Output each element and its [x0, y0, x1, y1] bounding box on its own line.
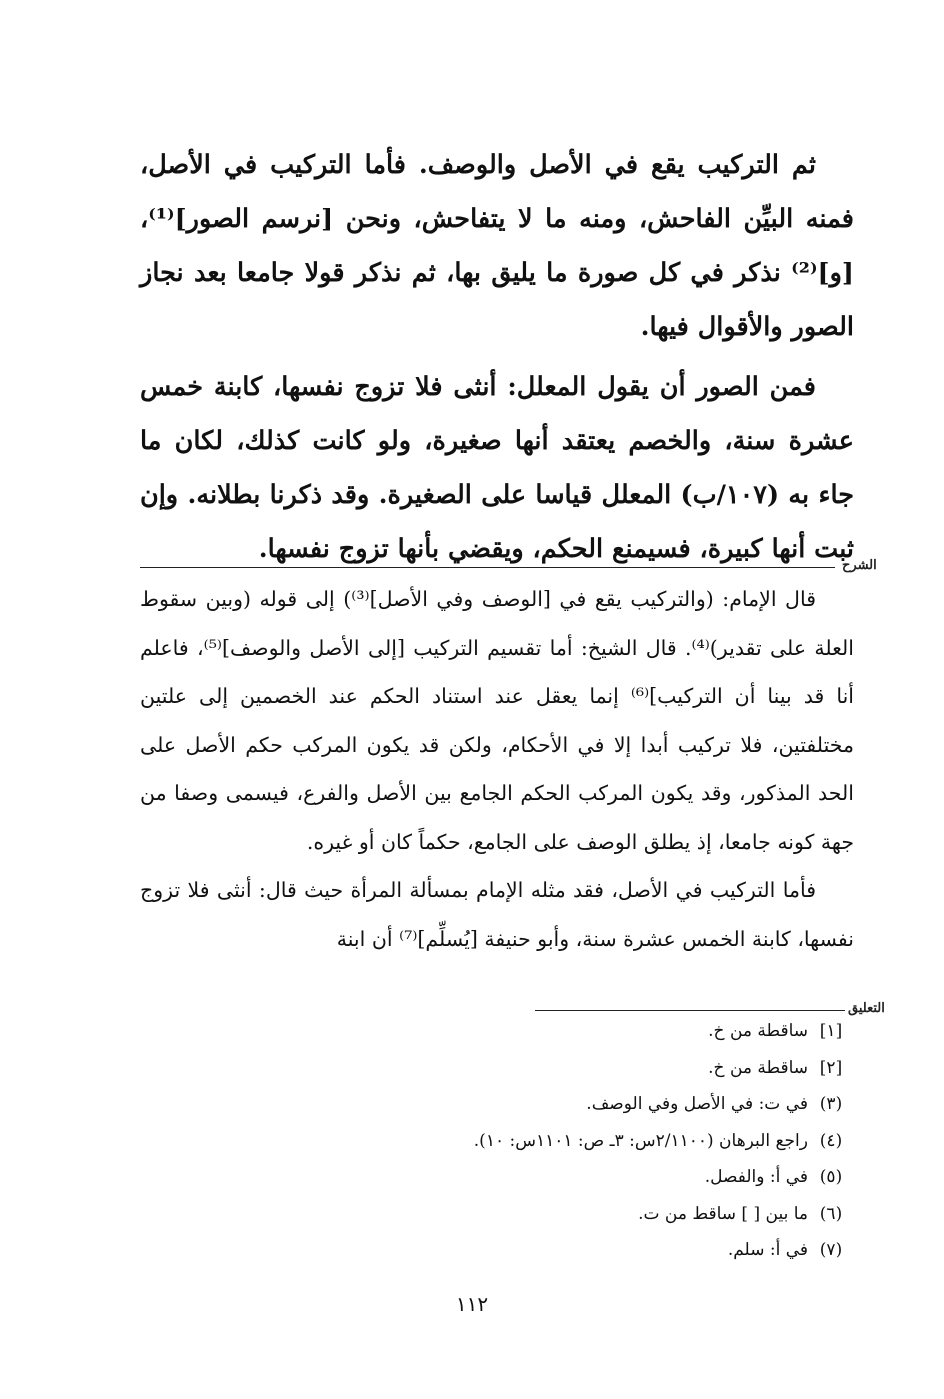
commentary-divider	[140, 567, 835, 568]
footnote	[150, 1196, 854, 1233]
main-paragraph-2: فمن الصور أن يقول المعلل: أنثى فلا تزوج نفسها، كابنة خمس عشرة سنة، والخصم يعتقد أنها صغيرة، ولو كانت كذلك، لكان ما جاء به (١٠٧/ب) المعلل قياسا على الصغيرة. وقد ذكرنا بطلانه. وإن ثبت أنها كبيرة، فسيمنع الحكم، ويقضي بأنها تزوج نفسها.	[140, 372, 854, 564]
commentary-label: الشرح	[842, 558, 877, 573]
footnote	[150, 1159, 854, 1196]
footnote	[150, 1050, 854, 1087]
footnote-text: ما بين [ ] ساقط من ت.	[638, 1203, 808, 1224]
commentary-paragraph-2: فأما التركيب في الأصل، فقد مثله الإمام بمسألة المرأة حيث قال: أنثى فلا تزوج نفسها، كابنة الخمس عشرة سنة، وأبو حنيفة [يُسلِّم]⁽⁷⁾ أن ابنة	[140, 878, 854, 951]
footnote-text: ساقطة من خ.	[708, 1057, 808, 1078]
footnote-text: في ت: في الأصل وفي الوصف.	[586, 1094, 808, 1114]
page-number: ١١٢	[455, 1292, 489, 1316]
footnote	[150, 1086, 854, 1123]
footnote-text: في أ: والفصل.	[704, 1167, 808, 1187]
commentary-paragraph-1: قال الإمام: (والتركيب يقع في [الوصف وفي الأصل]⁽³⁾) إلى قوله (وبين سقوط العلة على تقدير)⁽⁴⁾. قال الشيخ: أما تقسيم التركيب [إلى الأصل والوصف]⁽⁵⁾، فاعلم أنا قد بينا أن التركيب]⁽⁶⁾ إنما يعقل عند استناد الحكم عند الخصمين إلى علتين مختلفتين، فلا تركيب أبدا إلا في الأحكام، ولكن قد يكون المركب حكم الأصل على الحد المذكور، وقد يكون المركب الحكم الجامع بين الأصل والفرع، فيسمى وصفا من جهة كونه جامعا، إذ يطلق الوصف على الجامع، حكماً كان أو غيره.	[140, 587, 854, 854]
footnote-number: [٢]	[819, 1057, 843, 1078]
footnote	[150, 1013, 854, 1050]
main-text	[140, 138, 854, 576]
footnotes	[150, 1013, 854, 1269]
footnote-number: (٣)	[819, 1094, 843, 1114]
footnote-number: (٥)	[819, 1167, 843, 1187]
footnote-number: (٦)	[819, 1203, 843, 1224]
notes-label: التعليق	[848, 1001, 885, 1016]
main-paragraph-1: ثم التركيب يقع في الأصل والوصف. فأما التركيب في الأصل، فمنه البيِّن الفاحش، ومنه ما لا يتفاحش، ونحن [نرسم الصور]⁽¹⁾، [و]⁽²⁾ نذكر في كل صورة ما يليق بها، ثم نذكر قولا جامعا بعد نجاز الصور والأقوال فيها.	[140, 150, 854, 342]
commentary-text	[140, 575, 854, 963]
footnote-number: [١]	[819, 1021, 843, 1041]
footnote	[150, 1232, 854, 1269]
notes-divider	[535, 1010, 845, 1011]
footnote-number: (٤)	[819, 1130, 843, 1151]
footnote-text: ساقطة من خ.	[708, 1021, 808, 1041]
footnote-number: (٧)	[819, 1240, 843, 1260]
footnote	[150, 1123, 854, 1160]
footnote-text: في أ: سلم.	[727, 1240, 808, 1260]
footnote-text: راجع البرهان (٢/١١٠٠س: ٣ـ ص: ١١٠١س: ١٠).	[473, 1130, 808, 1151]
